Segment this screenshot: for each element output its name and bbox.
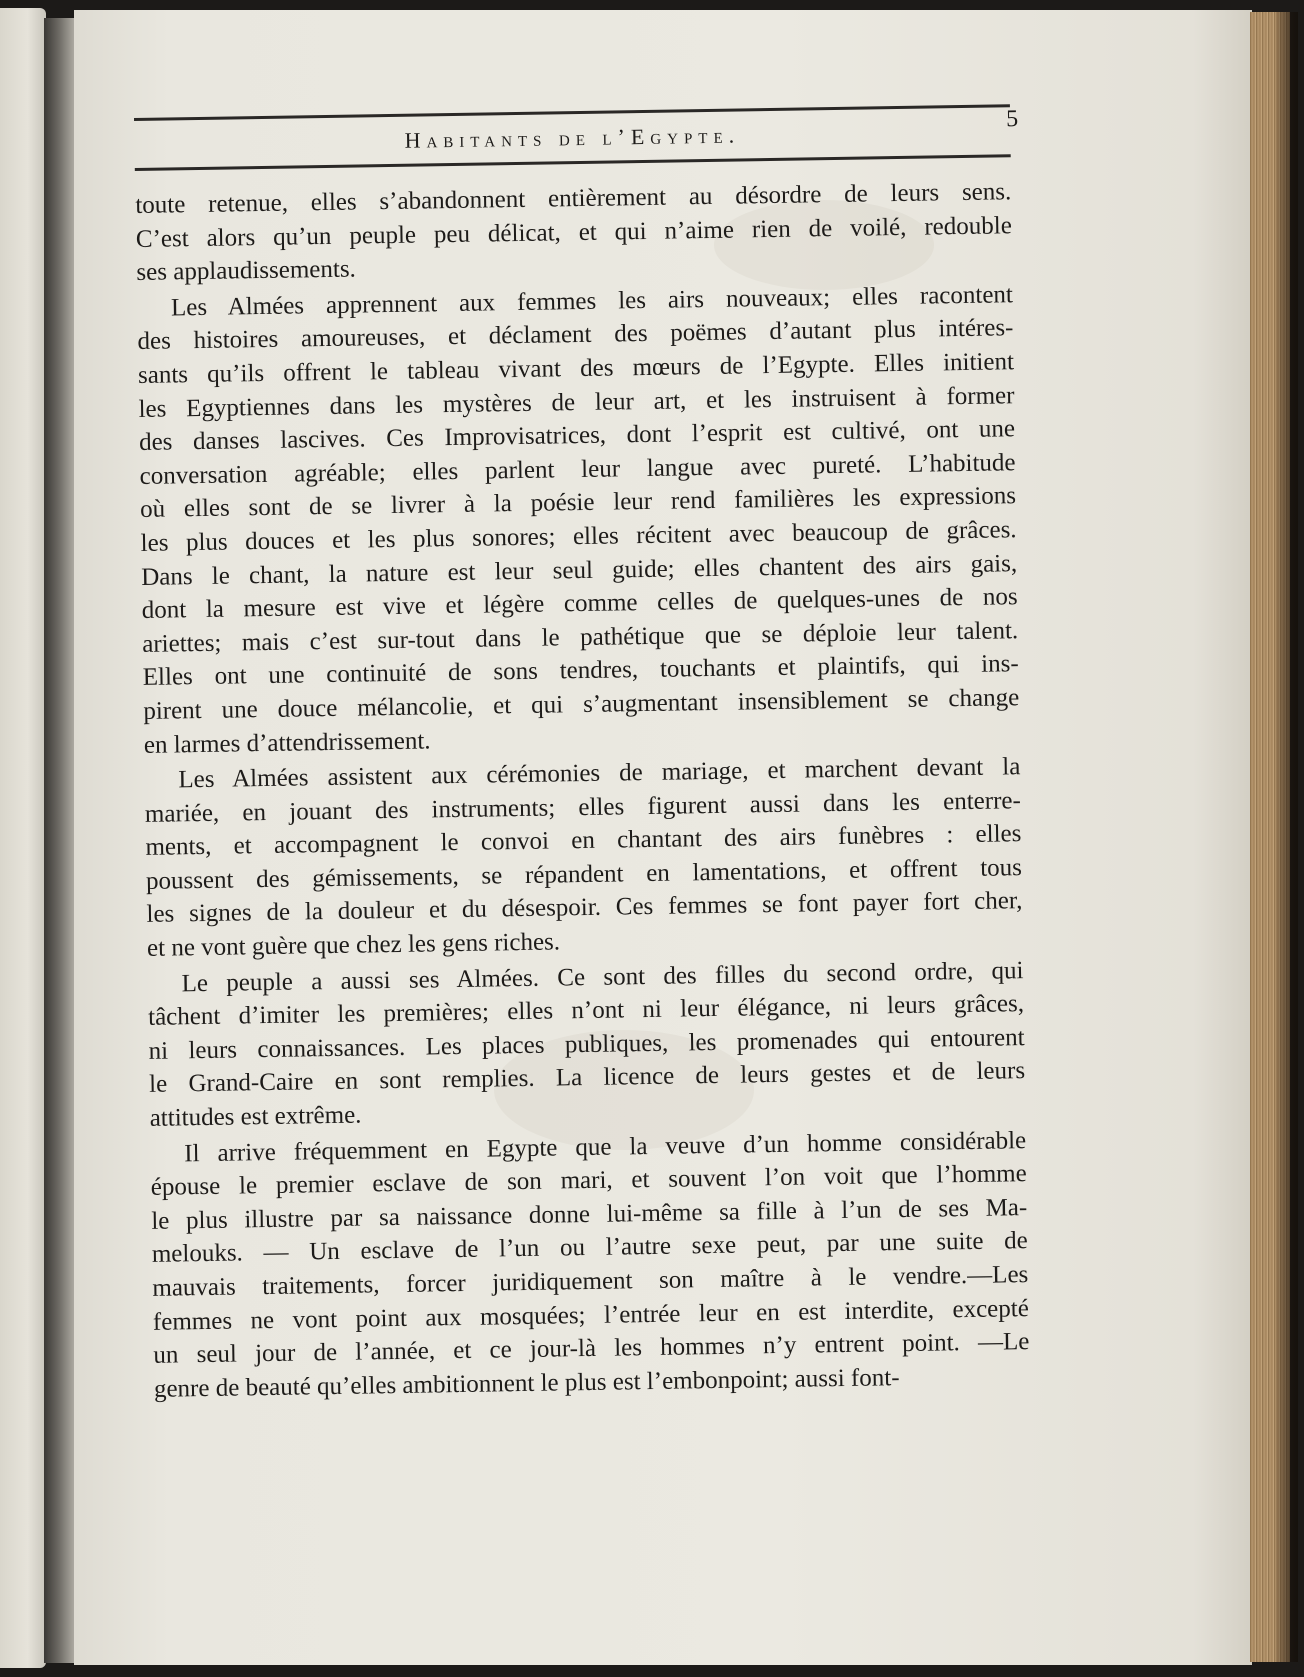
text-line: ments, et accompagnent le convoi en chantant des airs funèbres : elles: [145, 820, 1022, 862]
paragraph: [147, 954, 1026, 1136]
text-line: le plus illustre par sa naissance donne lui-même sa fille à l’un de ses Ma-: [151, 1193, 1028, 1235]
text-line: le Grand-Caire en sont remplies. La licence de leurs gestes et de leurs: [148, 1057, 1026, 1099]
paragraph: [144, 750, 1023, 965]
paragraph: [137, 278, 1020, 762]
text-line: Les Almées apprennent aux femmes les airs nouveaux; elles racontent: [170, 280, 1014, 322]
paragraph: [135, 175, 1012, 290]
text-line: tâchent d’imiter les premières; elles n’ont ni leur élégance, ni leurs grâces,: [147, 990, 1025, 1032]
text-line: sants qu’ils offrent le tableau vivant des mœurs de l’Egypte. Elles initient: [137, 348, 1015, 389]
text-line: un seul jour de l’année, et ce jour-là les hommes n’y entrent point. —Le: [153, 1328, 1030, 1370]
page-content: [134, 104, 1030, 1406]
text-line: des danses lascives. Ces Improvisatrices, dont l’esprit est cultivé, ont une: [138, 415, 1016, 457]
text-line: dont la mesure est vive et légère comme celles de quelques-unes de nos: [141, 583, 1018, 625]
text-line: les plus douces et les plus sonores; elles récitent avec beaucoup de grâces.: [140, 516, 1017, 557]
text-line: Le peuple a aussi ses Almées. Ce sont des filles du second ordre, qui: [181, 956, 1024, 998]
text-line: en larmes d’attendrissement.: [143, 726, 431, 759]
text-line: femmes ne vont point aux mosquées; l’entrée leur en est interdite, excepté: [152, 1294, 1030, 1336]
body-text: [135, 175, 1030, 1406]
text-line: ariettes; mais c’est sur-tout dans le pathétique que se déploie leur talent.: [142, 616, 1019, 658]
text-line: où elles sont de se livrer à la poésie leur rend familières les expressions: [139, 482, 1017, 524]
paragraph: [150, 1124, 1030, 1406]
running-title: Habitants de l’Egypte.: [404, 122, 741, 153]
text-line: épouse le premier esclave de son mari, et souvent l’on voit que l’homme: [150, 1160, 1027, 1202]
text-line: pirent une douce mélancolie, et qui s’augmentant insensiblement se change: [143, 684, 1020, 725]
text-line: toute retenue, elles s’abandonnent entièrement au désordre de leurs sens.: [135, 178, 1012, 219]
text-line: poussent des gémissements, se répandent en lamentations, et offrent tous: [145, 854, 1023, 895]
text-line: melouks. — Un esclave de l’un ou l’autre sexe peut, par une suite de: [151, 1227, 1028, 1269]
text-line: Il arrive fréquemment en Egypte que la veuve d’un homme considérable: [184, 1126, 1027, 1167]
text-line: attitudes est extrême.: [149, 1101, 362, 1132]
text-line: les Egyptiennes dans les mystères de leur art, et les instruisent à former: [138, 381, 1015, 423]
text-line: ni leurs connaissances. Les places publiques, les promenades qui entourent: [148, 1023, 1025, 1065]
text-line: ses applaudissements.: [136, 255, 357, 287]
text-line: C’est alors qu’un peuple peu délicat, et qui n’aime rien de voilé, redouble: [135, 211, 1013, 253]
text-line: des histoires amoureuses, et déclament des poëmes d’autant plus intéres-: [137, 314, 1014, 356]
text-line: mariée, en jouant des instruments; elles figurent aussi dans les enterre-: [144, 786, 1022, 828]
facing-page-edge: [0, 8, 46, 1668]
text-line: mauvais traitements, forcer juridiquement son maître à le vendre.—Les: [152, 1261, 1029, 1302]
text-line: Elles ont une continuité de sons tendres, touchants et plaintifs, qui ins-: [142, 650, 1019, 692]
text-line: genre de beauté qu’elles ambitionnent le plus est l’embonpoint; aussi font-: [153, 1363, 900, 1403]
text-line: Les Almées assistent aux cérémonies de mariage, et marchent devant la: [178, 753, 1021, 794]
text-line: et ne vont guère que chez les gens riches.: [146, 928, 561, 962]
text-line: les signes de la douleur et du désespoir. Ces femmes se font payer fort cher,: [146, 887, 1023, 929]
book-gutter: [44, 18, 78, 1663]
page-number: 5: [1005, 106, 1019, 133]
text-line: conversation agréable; elles parlent leur langue avec pureté. L’habitude: [139, 448, 1016, 490]
fore-edge-shadow: [1276, 12, 1298, 1662]
text-line: Dans le chant, la nature est leur seul guide; elles chantent des airs gais,: [140, 549, 1018, 591]
